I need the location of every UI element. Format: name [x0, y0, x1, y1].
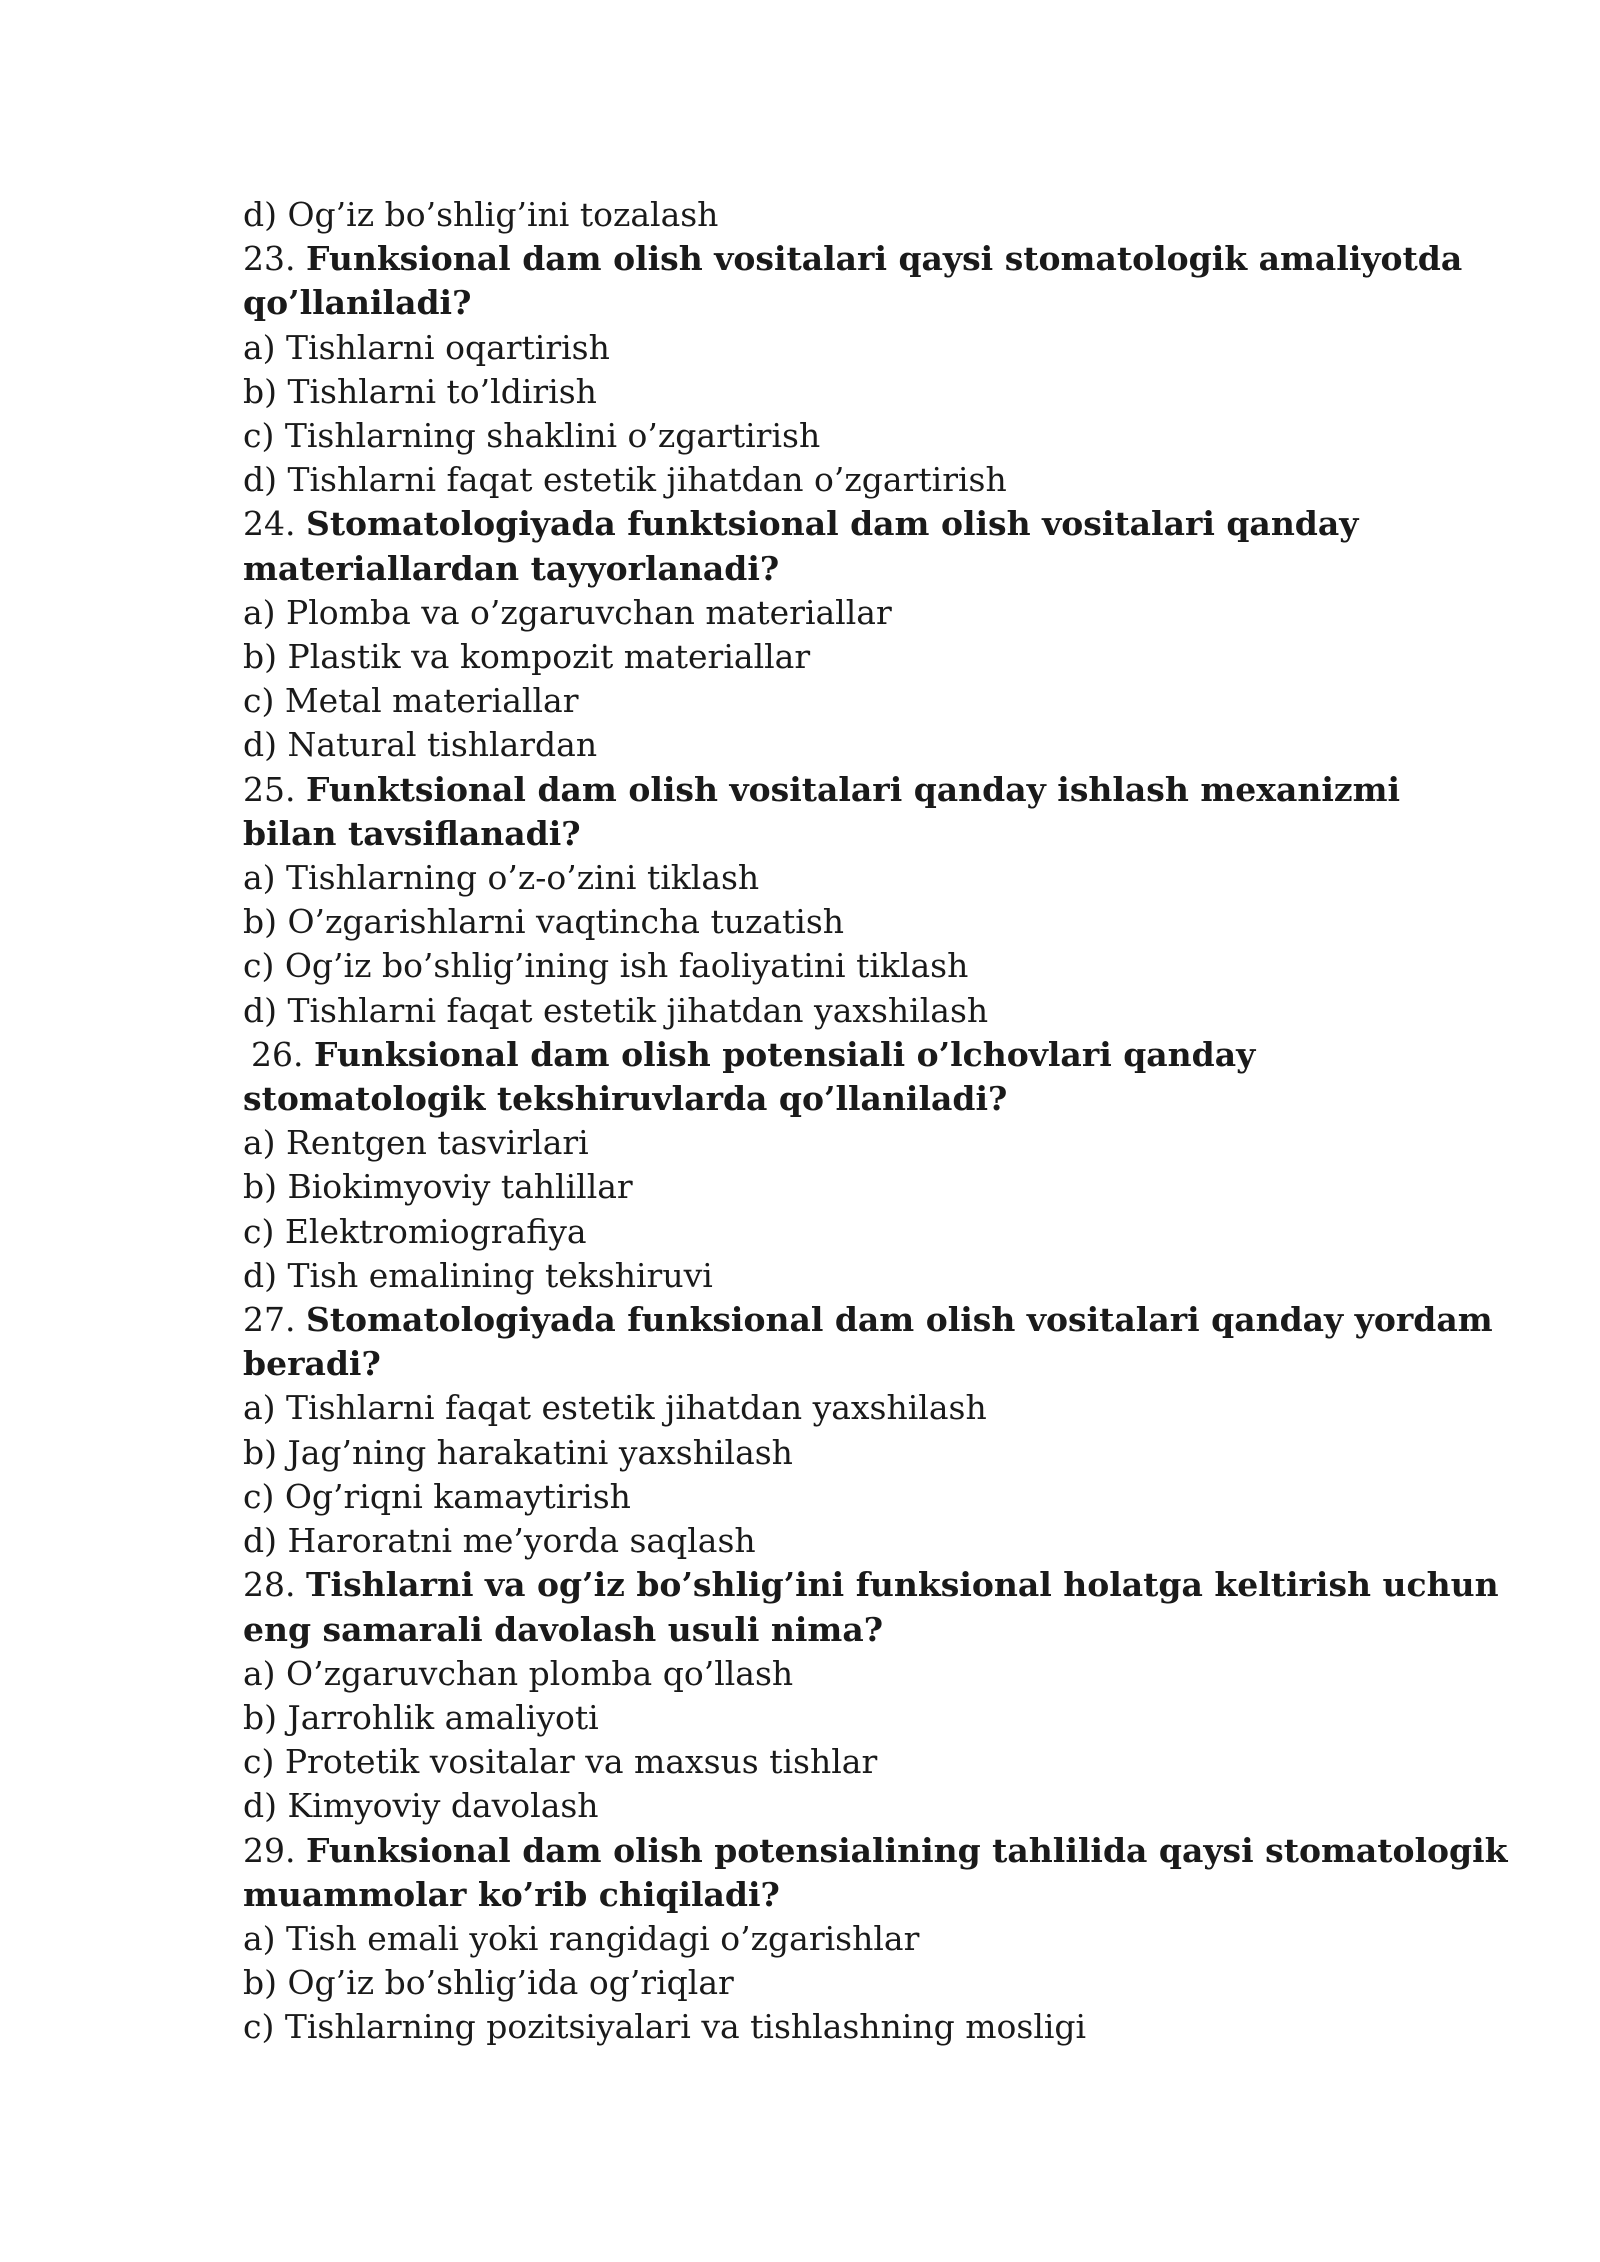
- question-text: Funksional dam olish potensialining tahlilida qaysi stomatologik: [305, 1830, 1508, 1870]
- question-heading: [243, 502, 1403, 546]
- question-heading: [243, 1563, 1499, 1607]
- answer-option: d) Haroratni me’yorda saqlash: [243, 1521, 756, 1561]
- question-number: 24.: [243, 504, 296, 544]
- answer-option: a) Plomba va o’zgaruvchan materiallar: [243, 592, 892, 632]
- question-text: Funksional dam olish potensiali o’lchovlari qanday: [313, 1034, 1256, 1074]
- question-text: Funktsional dam olish vositalari qanday ishlash mexanizmi: [305, 769, 1401, 809]
- question-text: Tishlarni va og’iz bo’shlig’ini funksional holatga keltirish uchun: [305, 1565, 1499, 1605]
- answer-option: c) Metal materiallar: [243, 681, 579, 721]
- answer-option: c) Og’iz bo’shlig’ining ish faoliyatini tiklash: [243, 946, 969, 986]
- question-block: [243, 1563, 1499, 1828]
- question-number: 29.: [243, 1830, 296, 1870]
- question-text-continued: muammolar ko’rib chiqiladi?: [243, 1874, 780, 1914]
- question-number: 23.: [243, 239, 296, 279]
- answer-option: d) Tishlarni faqat estetik jihatdan yaxshilash: [243, 990, 989, 1030]
- document-page: [243, 193, 1508, 2050]
- answer-option: c) Tishlarning pozitsiyalari va tishlashning mosligi: [243, 2007, 1087, 2047]
- question-block: [243, 237, 1463, 502]
- answer-option: a) O’zgaruvchan plomba qo’llash: [243, 1653, 794, 1693]
- answer-option: a) Tish emali yoki rangidagi o’zgarishlar: [243, 1918, 920, 1958]
- question-block: [243, 1033, 1403, 1298]
- question-heading: [243, 768, 1403, 812]
- option-line: d) Og’iz bo’shlig’ini tozalash: [243, 195, 719, 234]
- question-number: 25.: [243, 769, 296, 809]
- question-text: Stomatologiyada funksional dam olish vositalari qanday yordam: [305, 1300, 1493, 1340]
- answer-option: c) Og’riqni kamaytirish: [243, 1476, 631, 1516]
- question-text-continued: stomatologik tekshiruvlarda qo’llaniladi?: [243, 1079, 1008, 1119]
- answer-option: c) Tishlarning shaklini o’zgartirish: [243, 416, 821, 456]
- question-list: [243, 237, 1508, 2049]
- question-text-continued: eng samarali davolash usuli nima?: [243, 1609, 884, 1649]
- answer-option: d) Tish emalining tekshiruvi: [243, 1255, 713, 1295]
- question-number: 26.: [251, 1034, 304, 1074]
- question-text-continued: beradi?: [243, 1344, 381, 1384]
- answer-option: a) Rentgen tasvirlari: [243, 1123, 589, 1163]
- answer-option: b) Jarrohlik amaliyoti: [243, 1697, 599, 1737]
- answer-option: b) Og’iz bo’shlig’ida og’riqlar: [243, 1963, 734, 2003]
- question-text: Funksional dam olish vositalari qaysi stomatologik amaliyotda: [305, 239, 1463, 279]
- question-block: [243, 1829, 1508, 2050]
- question-text: Stomatologiyada funktsional dam olish vositalari qanday: [305, 504, 1359, 544]
- answer-option: b) Biokimyoviy tahlillar: [243, 1167, 633, 1207]
- question-text-continued: bilan tavsiflanadi?: [243, 813, 581, 853]
- answer-option: b) Tishlarni to’ldirish: [243, 371, 597, 411]
- answer-option: d) Tishlarni faqat estetik jihatdan o’zgartirish: [243, 460, 1007, 500]
- question-text-continued: qo’llaniladi?: [243, 283, 472, 323]
- answer-option: d) Natural tishlardan: [243, 725, 598, 765]
- answer-option: d) Kimyoviy davolash: [243, 1786, 599, 1826]
- answer-option: a) Tishlarning o’z-o’zini tiklash: [243, 858, 760, 898]
- question-block: [243, 768, 1403, 1033]
- answer-option: c) Protetik vositalar va maxsus tishlar: [243, 1742, 878, 1782]
- answer-option: b) O’zgarishlarni vaqtincha tuzatish: [243, 902, 845, 942]
- answer-option: b) Jag’ning harakatini yaxshilash: [243, 1432, 793, 1472]
- question-heading: [243, 237, 1463, 281]
- question-heading: [243, 1829, 1508, 1873]
- answer-option: c) Elektromiografiya: [243, 1211, 587, 1251]
- question-text-continued: materiallardan tayyorlanadi?: [243, 548, 780, 588]
- question-block: [243, 1298, 1493, 1563]
- question-block: [243, 502, 1403, 767]
- question-number: 27.: [243, 1300, 296, 1340]
- question-heading: [243, 1298, 1493, 1342]
- question-heading: [243, 1033, 1403, 1077]
- answer-option: a) Tishlarni faqat estetik jihatdan yaxshilash: [243, 1388, 987, 1428]
- question-number: 28.: [243, 1565, 296, 1605]
- answer-option: a) Tishlarni oqartirish: [243, 327, 610, 367]
- answer-option: b) Plastik va kompozit materiallar: [243, 637, 811, 677]
